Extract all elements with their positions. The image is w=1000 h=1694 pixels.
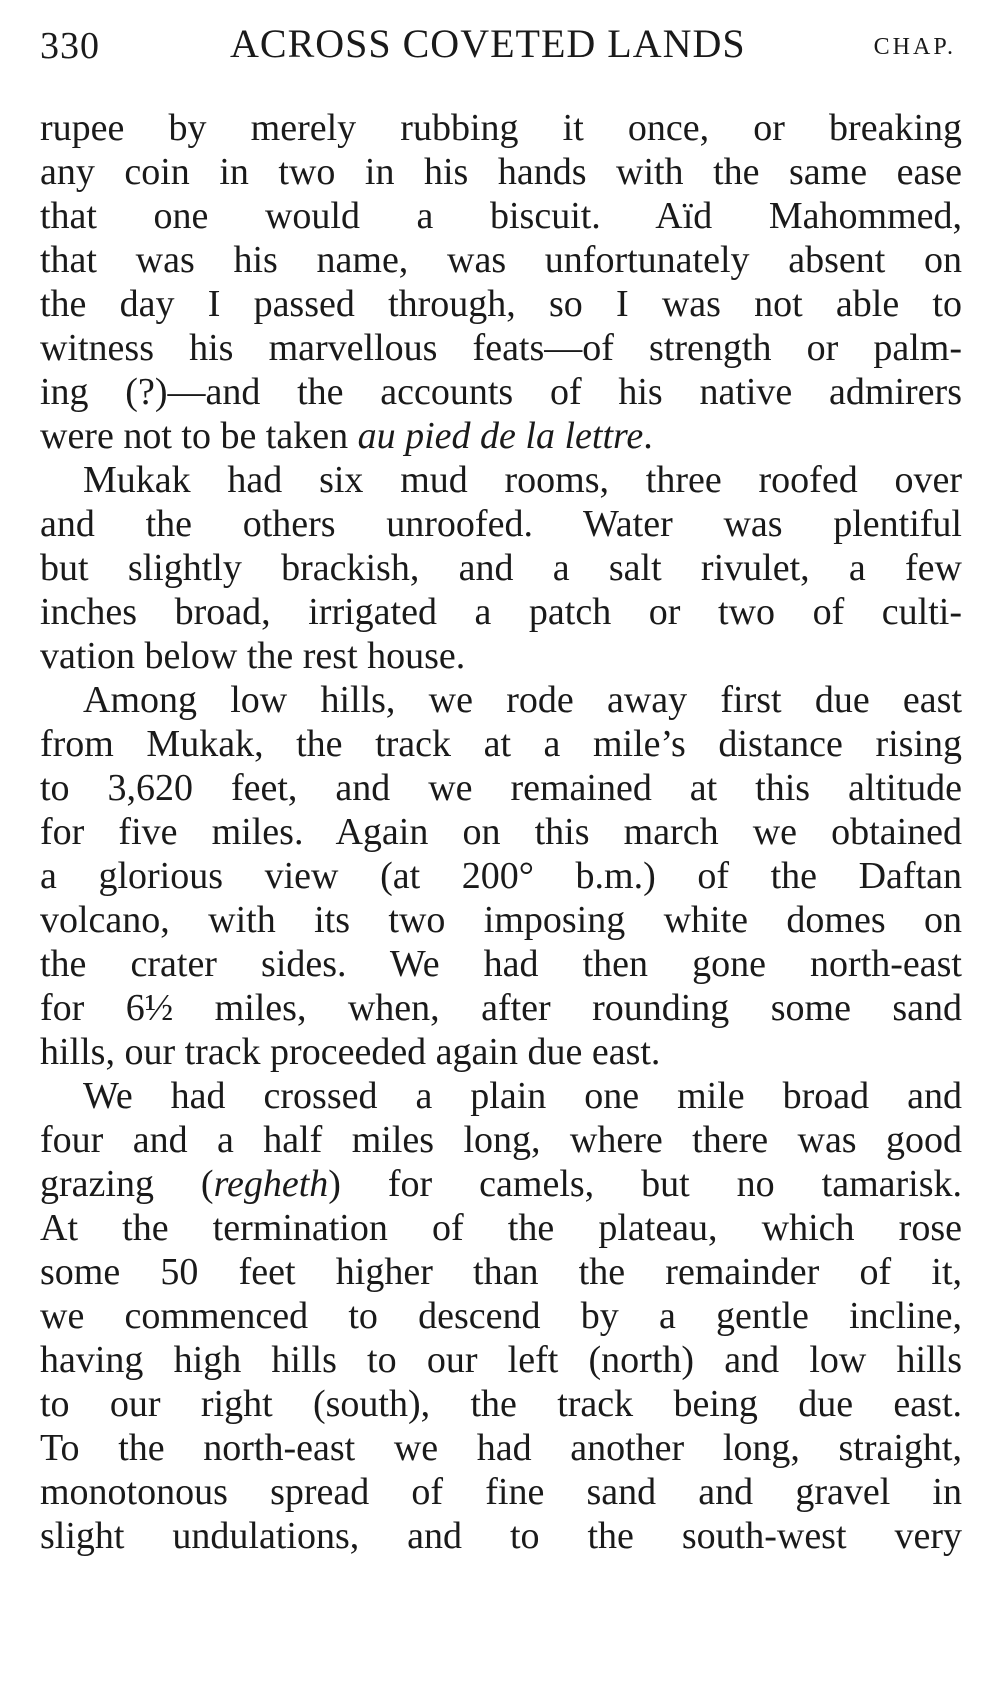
text-line: but slightly brackish, and a salt rivulet, a few	[40, 547, 962, 589]
text-line: vation below the rest house.	[40, 635, 466, 677]
text-run: were not to be taken	[40, 415, 358, 457]
text-line: witness his marvellous feats—of strength or palm-	[40, 327, 962, 369]
text-line: that one would a biscuit. Aïd Mahommed,	[40, 195, 962, 237]
text-run: ) for camels, but no tamarisk.	[328, 1163, 962, 1205]
italic-phrase: au pied de la lettre	[357, 415, 644, 457]
text-line	[40, 414, 962, 458]
paragraph-3	[40, 678, 962, 1074]
text-line: Mukak had six mud rooms, three roofed over	[83, 459, 962, 501]
text-line: To the north-east we had another long, straight,	[40, 1427, 962, 1469]
text-line: At the termination of the plateau, which rose	[40, 1207, 962, 1249]
text-line: Among low hills, we rode away first due east	[83, 679, 962, 721]
text-line: to our right (south), the track being due east.	[40, 1383, 962, 1425]
paragraph-2	[40, 458, 962, 678]
text-line: volcano, with its two imposing white domes on	[40, 899, 962, 941]
running-head	[40, 14, 962, 76]
body-text	[40, 106, 962, 1558]
text-line: the crater sides. We had then gone north-east	[40, 943, 962, 985]
text-line: four and a half miles long, where there was good	[40, 1119, 962, 1161]
italic-phrase: regheth	[213, 1163, 329, 1205]
text-line: slight undulations, and to the south-west very	[40, 1515, 962, 1557]
paragraph-1	[40, 106, 962, 458]
book-title: ACROSS COVETED LANDS	[230, 21, 746, 66]
text-line: hills, our track proceeded again due east.	[40, 1031, 661, 1073]
text-line: for five miles. Again on this march we obtained	[40, 811, 962, 853]
text-line: a glorious view (at 200° b.m.) of the Daftan	[40, 855, 962, 897]
text-line: any coin in two in his hands with the same ease	[40, 151, 962, 193]
book-page	[40, 14, 962, 1558]
page-number: 330	[40, 25, 100, 67]
text-line: We had crossed a plain one mile broad and	[83, 1075, 962, 1117]
text-line: rupee by merely rubbing it once, or breaking	[40, 107, 962, 149]
text-line: ing (?)—and the accounts of his native admirers	[40, 371, 962, 413]
text-run: grazing (	[40, 1163, 214, 1205]
paragraph-4	[40, 1074, 962, 1558]
chapter-label: CHAP.	[873, 34, 956, 60]
text-line: that was his name, was unfortunately absent on	[40, 239, 962, 281]
text-line: to 3,620 feet, and we remained at this altitude	[40, 767, 962, 809]
text-line	[40, 1162, 962, 1206]
text-line: from Mukak, the track at a mile’s distance rising	[40, 723, 962, 765]
text-run: .	[643, 415, 653, 457]
text-line: for 6½ miles, when, after rounding some sand	[40, 987, 962, 1029]
text-line: and the others unroofed. Water was plentiful	[40, 503, 962, 545]
text-line: having high hills to our left (north) and low hills	[40, 1339, 962, 1381]
text-line: inches broad, irrigated a patch or two of culti-	[40, 591, 962, 633]
text-line: the day I passed through, so I was not able to	[40, 283, 962, 325]
text-line: monotonous spread of fine sand and gravel in	[40, 1471, 962, 1513]
text-line: we commenced to descend by a gentle incline,	[40, 1295, 962, 1337]
text-line: some 50 feet higher than the remainder of it,	[40, 1251, 962, 1293]
